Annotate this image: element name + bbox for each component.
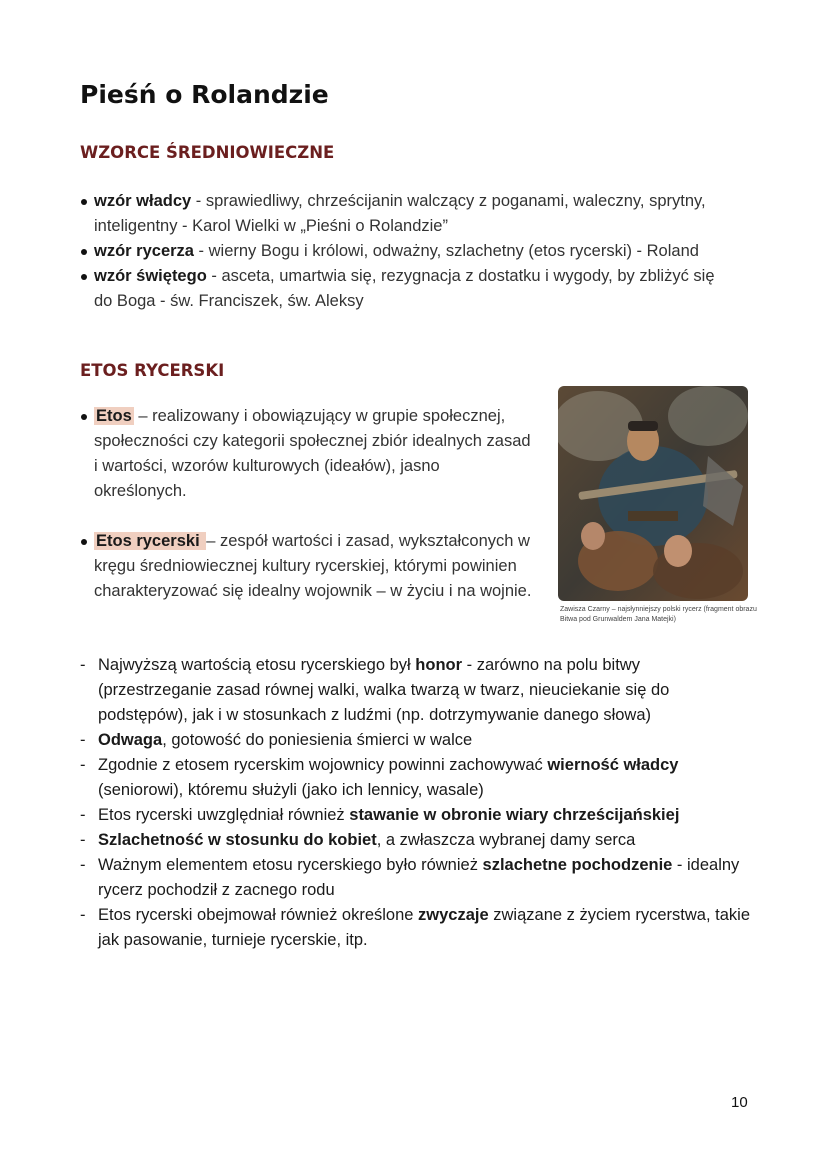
wzorce-list bbox=[80, 189, 720, 314]
list-item: Etos rycerski – zespół wartości i zasad, wykształconych w kręgu średniowiecznej kultury rycerskiej, którymi powinien charakteryzować się idealny wojownik – w życiu i na wojnie. bbox=[80, 529, 532, 604]
list-item: - Najwyższą wartością etosu rycerskiego był honor - zarówno na polu bitwy (przestrzeganie zasad równej walki, walka twarzą w twarz, nieuciekanie się do podstępów), jak i w stosunkach z ludźmi (np. dotrzymywanie danego słowa) bbox=[80, 653, 750, 728]
list-item: Etos – realizowany i obowiązujący w grupie społecznej, społeczności czy kategorii społecznej zbiór idealnych zasad i wartości, wzorów kulturowych (ideałów), jasno określonych. bbox=[80, 404, 532, 504]
list-item: - Etos rycerski obejmował również określone zwyczaje związane z życiem rycerstwa, takie jak pasowanie, turnieje rycerskie, itp. bbox=[80, 903, 750, 953]
page-number: 10 bbox=[731, 1094, 748, 1111]
knight-painting-icon bbox=[558, 386, 748, 601]
image-caption: Zawisza Czarny – najsłynniejszy polski rycerz (fragment obrazu Bitwa pod Grunwaldem Jana Matejki) bbox=[560, 606, 757, 623]
painting-image bbox=[558, 386, 748, 601]
list-item: - Etos rycerski uwzględniał również stawanie w obronie wiary chrześcijańskiej bbox=[80, 803, 750, 828]
section-heading-wzorce: WZORCE ŚREDNIOWIECZNE bbox=[80, 143, 335, 162]
etos-list bbox=[80, 404, 532, 604]
etos-details-list bbox=[80, 653, 750, 953]
list-item: wzór rycerza - wierny Bogu i królowi, odważny, szlachetny (etos rycerski) - Roland bbox=[80, 239, 720, 264]
page-title: Pieśń o Rolandzie bbox=[80, 80, 329, 109]
list-item: - Zgodnie z etosem rycerskim wojownicy powinni zachowywać wierność władcy (seniorowi), któremu służyli (jako ich lennicy, wasale) bbox=[80, 753, 750, 803]
list-item: - Odwaga, gotowość do poniesienia śmierci w walce bbox=[80, 728, 750, 753]
list-item: wzór władcy - sprawiedliwy, chrześcijanin walczący z poganami, waleczny, sprytny, inteligentny - Karol Wielki w „Pieśni o Rolandzie” bbox=[80, 189, 720, 239]
section-heading-etos: ETOS RYCERSKI bbox=[80, 361, 225, 380]
list-item: - Szlachetność w stosunku do kobiet, a zwłaszcza wybranej damy serca bbox=[80, 828, 750, 853]
list-item: - Ważnym elementem etosu rycerskiego było również szlachetne pochodzenie - idealny rycerz pochodził z zacnego rodu bbox=[80, 853, 750, 903]
list-item: wzór świętego - asceta, umartwia się, rezygnacja z dostatku i wygody, by zbliżyć się do Boga - św. Franciszek, św. Aleksy bbox=[80, 264, 720, 314]
